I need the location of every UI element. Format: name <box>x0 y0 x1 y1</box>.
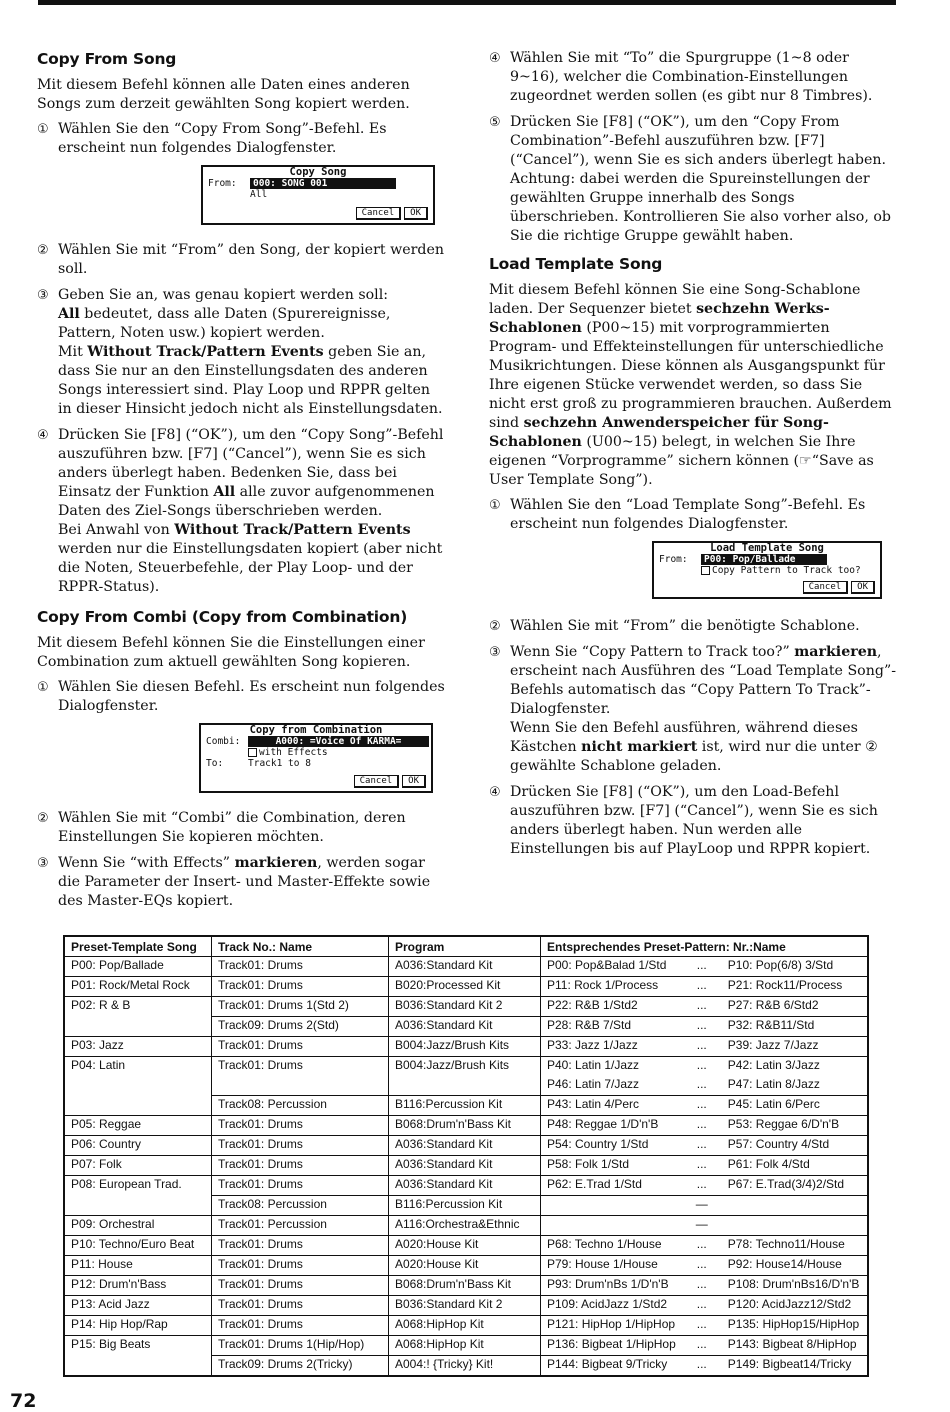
preset-template-table <box>63 935 869 1377</box>
intro-copy-from-combi: Mit diesem Befehl können Sie die Einstellungen einer Combination zum aktuell gewählten Song kopieren. <box>37 635 425 670</box>
table-cell-p1: P33: Jazz 1/Jazz <box>541 1037 676 1057</box>
step-text-rest: alle zuvor aufgenommenen Daten des Ziel-Songs überschrieben werden. <box>58 484 435 519</box>
table-cell-p2: P135: HipHop15/HipHop <box>722 1316 868 1336</box>
table-cell-dots: ... <box>676 1236 722 1256</box>
table-cell-p2: P32: R&B11/Std <box>722 1017 868 1037</box>
table-cell-track: Track01: Drums <box>212 1057 389 1077</box>
table-row <box>64 1116 868 1136</box>
table-cell-track: Track08: Percussion <box>212 1096 389 1116</box>
table-cell-p1: P48: Reggae 1/D'n'B <box>541 1116 676 1136</box>
table-cell-p2: P143: Bigbeat 8/HipHop <box>722 1336 868 1356</box>
step-text: Wählen Sie den “Copy From Song”-Befehl. Es erscheint nun folgendes Dialogfenster. <box>58 121 387 156</box>
step-text-pre: Bei Anwahl von <box>58 522 175 538</box>
step-text <box>510 643 897 719</box>
table-cell-p1: P79: House 1/House <box>541 1256 676 1276</box>
step-number: ② <box>489 619 501 634</box>
step-item <box>37 678 445 716</box>
table-cell-track: Track01: Drums <box>212 1037 389 1057</box>
table-cell-song: P11: House <box>64 1256 212 1276</box>
table-cell-p1: P68: Techno 1/House <box>541 1236 676 1256</box>
column-header: Track No.: Name <box>212 936 389 957</box>
step-text-pre: Wenn Sie “Copy Pattern to Track too?” <box>510 644 795 660</box>
step-number: ① <box>37 680 49 695</box>
dialog-title: Load Template Song <box>710 542 824 554</box>
table-cell-program: B004:Jazz/Brush Kits <box>389 1057 541 1077</box>
table-cell-track: Track01: Drums 1(Std 2) <box>212 997 389 1017</box>
page-number: 72 <box>10 1390 37 1412</box>
checkbox-icon <box>701 566 710 575</box>
table-row <box>64 957 868 977</box>
table-cell-song <box>64 1017 212 1037</box>
copy-combi-dialog <box>199 723 433 793</box>
bold-term: sechzehn Anwenderspeicher für Song-Schablonen <box>489 415 829 450</box>
table-body <box>64 957 868 1377</box>
table-cell-p2: P78: Techno11/House <box>722 1236 868 1256</box>
table-row <box>64 1096 868 1116</box>
column-header: Program <box>389 936 541 957</box>
cancel-button[interactable]: Cancel <box>803 581 849 594</box>
table-cell-dots: ... <box>676 997 722 1017</box>
table-cell-p1: P22: R&B 1/Std2 <box>541 997 676 1017</box>
table-cell-dots: ... <box>676 1356 722 1377</box>
table-cell-p2: P45: Latin 6/Perc <box>722 1096 868 1116</box>
table-cell-dots: ... <box>676 1116 722 1136</box>
table-cell-program: B020:Processed Kit <box>389 977 541 997</box>
table-cell-p2: P53: Reggae 6/D'n'B <box>722 1116 868 1136</box>
step-text <box>58 343 445 419</box>
intro-copy-from-song: Mit diesem Befehl können alle Daten eines anderen Songs zum derzeit gewählten Song kopiert werden. <box>37 77 410 112</box>
table-cell-p1: P109: AcidJazz 1/Std2 <box>541 1296 676 1316</box>
dialog-title: Copy Song <box>289 166 347 178</box>
table-cell-song: P08: European Trad. <box>64 1176 212 1196</box>
table-cell-track <box>212 1076 389 1096</box>
table-cell-song: P12: Drum'n'Bass <box>64 1276 212 1296</box>
intro-load-template-song <box>489 281 897 490</box>
table-cell-song: P06: Country <box>64 1136 212 1156</box>
step-text-rest: , werden sogar die Parameter der Insert- und Master-Effekte sowie des Master-EQs kopiert. <box>58 855 431 909</box>
table-cell-song: P14: Hip Hop/Rap <box>64 1316 212 1336</box>
table-row <box>64 1336 868 1356</box>
step-number: ③ <box>37 856 49 871</box>
step-number: ⑤ <box>489 115 501 130</box>
step-text: Wählen Sie mit “To” die Spurgruppe (1~8 oder 9~16), welcher die Combination-Einstellungen zugeordnet werden sollen (es gibt nur 8 Timbres). <box>510 50 873 104</box>
table-cell-dots: ... <box>696 1077 707 1091</box>
checkbox-icon <box>248 748 257 757</box>
table-cell-track: Track01: Drums <box>212 1136 389 1156</box>
table-cell-track: Track01: Drums <box>212 1156 389 1176</box>
step-number: ④ <box>489 51 501 66</box>
table-cell-song <box>64 1076 212 1096</box>
from-field[interactable]: 000: SONG 001 <box>250 178 396 189</box>
table-cell-track: Track09: Drums 2(Tricky) <box>212 1356 389 1377</box>
table-cell-program: B036:Standard Kit 2 <box>389 1296 541 1316</box>
table-cell-p1: P28: R&B 7/Std <box>541 1017 676 1037</box>
table-row <box>64 1356 868 1377</box>
table-cell-program: A068:HipHop Kit <box>389 1336 541 1356</box>
table-cell-program: B036:Standard Kit 2 <box>389 997 541 1017</box>
left-column <box>37 49 445 918</box>
table-cell-program: A020:House Kit <box>389 1236 541 1256</box>
step-text-rest: werden nur die Einstellungsdaten kopiert (aber nicht die Noten, Steuerbefehle, der Play Loop- und der RPPR-Status). <box>58 541 443 595</box>
step-text-rest: ist, wird nur die unter ② gewählte Schablone geladen. <box>510 739 878 774</box>
table-cell-track: Track09: Drums 2(Std) <box>212 1017 389 1037</box>
ok-button[interactable]: OK <box>404 207 428 220</box>
table-cell-dots: ... <box>676 1336 722 1356</box>
table-cell-program: A116:Orchestra&Ethnic <box>389 1216 541 1236</box>
step-text: Wählen Sie mit “From” die benötigte Schablone. <box>510 618 860 634</box>
bold-term: markieren <box>234 855 318 871</box>
step-text <box>58 521 445 597</box>
intro-text: (U00~15) belegt, in welchen Sie Ihre eigenen “Vorprogramme” sichern können (☞“Save as User Template Song”). <box>489 434 874 488</box>
table-cell-song: P01: Rock/Metal Rock <box>64 977 212 997</box>
step-text-rest: geben Sie an, dass Sie nur an den Einstellungsdaten des anderen Songs interessiert sind. Play Loop und RPPR gelten in dieser Hinsicht jedoch nicht als Einstellungsdaten. <box>58 344 443 417</box>
with-effects-checkbox[interactable] <box>248 747 328 758</box>
step-item <box>489 617 897 636</box>
table-cell-p2: P42: Latin 3/Jazz <box>722 1057 868 1077</box>
cancel-button[interactable]: Cancel <box>356 207 402 220</box>
step-number: ③ <box>37 288 49 303</box>
table-row <box>64 1076 868 1096</box>
table-cell-dots: ... <box>676 957 722 977</box>
table-cell-p2: P61: Folk 4/Std <box>722 1156 868 1176</box>
checkbox-label: with Effects <box>259 747 328 758</box>
table-row <box>64 1236 868 1256</box>
table-row <box>64 1216 868 1236</box>
table-cell-track: Track01: Drums <box>212 1316 389 1336</box>
step-number: ③ <box>489 645 501 660</box>
step-item <box>37 854 445 911</box>
table-cell-dots: ... <box>676 1256 722 1276</box>
table-row <box>64 1296 868 1316</box>
table-cell-p1: P58: Folk 1/Std <box>541 1156 676 1176</box>
table-cell-p2 <box>722 1196 868 1216</box>
step-text: Drücken Sie [F8] (“OK”), um den Load-Befehl auszuführen bzw. [F7] (“Cancel”), wenn Sie es sich anders überlegt haben. Nun werden alle Einstellungen bis auf PlayLoop und RPPR kopiert. <box>510 784 878 857</box>
table-cell-song <box>64 1356 212 1377</box>
table-cell-program: B116:Percussion Kit <box>389 1096 541 1116</box>
load-template-dialog <box>652 541 882 599</box>
step-number: ④ <box>489 785 501 800</box>
heading-copy-from-song: Copy From Song <box>37 50 177 68</box>
table-cell-p1: P00: Pop&Balad 1/Std <box>541 957 676 977</box>
table-cell-program: B068:Drum'n'Bass Kit <box>389 1116 541 1136</box>
table-cell-p1 <box>541 1196 676 1216</box>
step-number: ② <box>37 243 49 258</box>
to-label: To: <box>206 758 224 769</box>
table-cell-p2: P21: Rock11/Process <box>722 977 868 997</box>
table-cell-song <box>64 1196 212 1216</box>
table-row <box>64 1316 868 1336</box>
step-text-rest: bedeutet, dass alle Daten (Spurereignisse, Pattern, Noten usw.) kopiert werden. <box>58 306 391 341</box>
table-cell-song: P00: Pop/Ballade <box>64 957 212 977</box>
table-cell-dots: ... <box>676 1296 722 1316</box>
step-item <box>37 426 445 597</box>
table-cell-p2: P39: Jazz 7/Jazz <box>722 1037 868 1057</box>
table-cell-p2: P10: Pop(6/8) 3/Std <box>722 957 868 977</box>
table-row <box>64 1256 868 1276</box>
table-row <box>64 1176 868 1196</box>
ok-button[interactable]: OK <box>402 775 426 788</box>
table-cell-song: P05: Reggae <box>64 1116 212 1136</box>
table-cell-track: Track01: Drums <box>212 1256 389 1276</box>
table-cell-track: Track08: Percussion <box>212 1196 389 1216</box>
step-text-rest: , erscheint nach Ausführen des “Load Template Song”-Befehls automatisch das “Copy Pattern To Track”-Dialogfenster. <box>510 644 896 717</box>
step-item <box>489 643 897 776</box>
table-cell-dots: ... <box>676 1316 722 1336</box>
bold-term: nicht markiert <box>581 739 698 755</box>
table-cell-dots: — <box>676 1196 722 1216</box>
table-cell-program: A036:Standard Kit <box>389 1156 541 1176</box>
bold-term: Without Track/Pattern Events <box>174 522 411 538</box>
table-row <box>64 1017 868 1037</box>
table-cell-program <box>389 1076 541 1096</box>
table-cell-dots: ... <box>676 1136 722 1156</box>
to-field[interactable]: Track1 to 8 <box>248 758 311 769</box>
table-cell-song: P10: Techno/Euro Beat <box>64 1236 212 1256</box>
step-item <box>37 809 445 847</box>
table-cell-track: Track01: Drums <box>212 977 389 997</box>
table-cell-song: P04: Latin <box>64 1057 212 1077</box>
table-cell-dots: ... <box>676 1017 722 1037</box>
table-row <box>64 1196 868 1216</box>
table-row <box>64 1276 868 1296</box>
table-cell-program: B004:Jazz/Brush Kits <box>389 1037 541 1057</box>
table-cell-track: Track01: Drums <box>212 1236 389 1256</box>
from-label: From: <box>208 178 237 189</box>
table-cell-program: A004:! {Tricky} Kit! <box>389 1356 541 1377</box>
table-cell-p1 <box>541 1216 676 1236</box>
step-text: Wählen Sie den “Load Template Song”-Befehl. Es erscheint nun folgendes Dialogfenster. <box>510 497 866 532</box>
step-text <box>58 426 445 521</box>
table-cell-track: Track01: Drums <box>212 1296 389 1316</box>
step-text-pre: Drücken Sie [F8] (“OK”), um den “Copy Song”-Befehl auszuführen bzw. [F7] (“Cancel”), wenn Sie es sich anders überlegt haben. Bedenken Sie, dass bei Einsatz der Funktion <box>58 427 444 500</box>
table-cell-program: A036:Standard Kit <box>389 957 541 977</box>
copy-song-dialog <box>201 165 435 225</box>
step-text: Wählen Sie mit “Combi” die Combination, deren Einstellungen Sie kopieren möchten. <box>58 810 406 845</box>
table-row <box>64 997 868 1017</box>
column-header: Entsprechendes Preset-Pattern: Nr.:Name <box>541 936 869 957</box>
dialog-title: Copy from Combination <box>249 724 383 736</box>
combi-field[interactable]: A000: =Voice Of KARMA= <box>248 736 429 747</box>
table-cell-p2: P27: R&B 6/Std2 <box>722 997 868 1017</box>
top-rule <box>38 0 896 5</box>
table-cell-dots: ... <box>676 1057 722 1077</box>
table-cell-dots: ... <box>676 1276 722 1296</box>
table-cell-dots: ... <box>676 1176 722 1196</box>
table-cell-p1: P40: Latin 1/Jazz <box>541 1057 676 1077</box>
table-cell-track: Track01: Drums <box>212 1116 389 1136</box>
bold-term: markieren <box>794 644 878 660</box>
table-cell-p2: P108: Drum'nBs16/D'n'B <box>722 1276 868 1296</box>
table-cell-song: P13: Acid Jazz <box>64 1296 212 1316</box>
step-text: Drücken Sie [F8] (“OK”), um den “Copy From Combination”-Befehl auszuführen bzw. [F7] (“Cancel”), wenn Sie es sich anders überlegt haben. Achtung: dabei werden die Spureinstellungen der gewählten Gruppe innerhalb des Songs überschrieben. Kontrollieren Sie also vorher also, ob Sie die richtige Gruppe gewählt haben. <box>510 114 891 244</box>
table-cell-track: Track01: Drums <box>212 1276 389 1296</box>
table-cell-program: A036:Standard Kit <box>389 1136 541 1156</box>
table-cell-p1: P54: Country 1/Std <box>541 1136 676 1156</box>
table-cell-p1: P11: Rock 1/Process <box>541 977 676 997</box>
table-cell-p2 <box>722 1216 868 1236</box>
step-text: Wählen Sie mit “From” den Song, der kopiert werden soll. <box>58 242 445 277</box>
from-field[interactable]: P00: Pop/Ballade <box>701 554 827 565</box>
step-text <box>58 854 445 911</box>
table-cell-track: Track01: Percussion <box>212 1216 389 1236</box>
step-text <box>510 719 897 776</box>
bold-term: All <box>213 484 236 500</box>
step-text: Geben Sie an, was genau kopiert werden soll: <box>58 287 389 303</box>
table-cell-dots: — <box>676 1216 722 1236</box>
bold-term: sechzehn Werks-Schablonen <box>489 301 830 336</box>
intro-text: Mit diesem Befehl können Sie eine Song-Schablone laden. Der Sequenzer bietet <box>489 282 861 317</box>
heading-load-template-song: Load Template Song <box>489 255 663 273</box>
table-cell-p1: P136: Bigbeat 1/HipHop <box>541 1336 676 1356</box>
intro-text: (P00~15) mit vorprogrammierten Program- und Effekteinstellungen für unterschiedliche Musikrichtungen. Diese können als Ausgangspunkt für Ihre eigenen Stücke verwendet werden, so dass Sie nicht erst groß zu programmieren brauchen. Außerdem sind <box>489 320 892 431</box>
table-cell-p2: P57: Country 4/Std <box>722 1136 868 1156</box>
table-cell-program: A036:Standard Kit <box>389 1176 541 1196</box>
step-item <box>489 113 897 246</box>
table-cell-program: B068:Drum'n'Bass Kit <box>389 1276 541 1296</box>
combi-label: Combi: <box>206 736 241 747</box>
table-cell-dots: ... <box>676 1037 722 1057</box>
step-item <box>489 783 897 859</box>
step-text: Wählen Sie diesen Befehl. Es erscheint nun folgendes Dialogfenster. <box>58 679 445 714</box>
step-text <box>58 305 445 343</box>
table-cell-song: P07: Folk <box>64 1156 212 1176</box>
step-text-pre: Wenn Sie den Befehl ausführen, während dieses Kästchen <box>510 720 858 755</box>
table-cell-program: A036:Standard Kit <box>389 1017 541 1037</box>
table-cell-song: P09: Orchestral <box>64 1216 212 1236</box>
step-text-pre: Mit <box>58 344 88 360</box>
table-cell-track: Track01: Drums <box>212 957 389 977</box>
step-number: ④ <box>37 428 49 443</box>
table-cell-program: A020:House Kit <box>389 1256 541 1276</box>
step-item <box>37 120 445 158</box>
right-column <box>489 49 897 866</box>
table-cell-p1: P144: Bigbeat 9/Tricky <box>541 1356 676 1377</box>
table-row <box>64 1136 868 1156</box>
table-cell-p2: P67: E.Trad(3/4)2/Std <box>722 1176 868 1196</box>
table-cell-p1: P62: E.Trad 1/Std <box>541 1176 676 1196</box>
step-text-pre: Wenn Sie “with Effects” <box>58 855 235 871</box>
table-cell-program: B116:Percussion Kit <box>389 1196 541 1216</box>
bold-term: All <box>58 306 80 322</box>
option-all[interactable]: All <box>250 189 268 200</box>
table-row <box>64 1057 868 1077</box>
table-cell-p2: P120: AcidJazz12/Std2 <box>722 1296 868 1316</box>
table-cell-p2: P149: Bigbeat14/Tricky <box>722 1356 868 1377</box>
bold-term: Without Track/Pattern Events <box>87 344 324 360</box>
table-cell-p2: P92: House14/House <box>722 1256 868 1276</box>
table-cell-program: A068:HipHop Kit <box>389 1316 541 1336</box>
table-cell-p1: P46: Latin 7/Jazz <box>541 1076 676 1096</box>
table-cell-song: P02: R & B <box>64 997 212 1017</box>
table-cell-p1: P121: HipHop 1/HipHop <box>541 1316 676 1336</box>
table-cell-dots: ... <box>676 1156 722 1176</box>
table-cell-p1: P43: Latin 4/Perc <box>541 1096 676 1116</box>
from-label: From: <box>659 554 688 565</box>
heading-copy-from-combi: Copy From Combi (Copy from Combination) <box>37 608 408 626</box>
table-cell-dots: ... <box>676 977 722 997</box>
table-cell-p2: P47: Latin 8/Jazz <box>727 1077 820 1091</box>
table-cell-track: Track01: Drums 1(Hip/Hop) <box>212 1336 389 1356</box>
table-header-row <box>64 936 868 957</box>
step-item <box>37 286 445 419</box>
table-row <box>64 977 868 997</box>
table-cell-dots: ... <box>676 1096 722 1116</box>
table-cell-song <box>64 1096 212 1116</box>
column-header: Preset-Template Song <box>64 936 212 957</box>
table-cell-song: P03: Jazz <box>64 1037 212 1057</box>
table-row <box>64 1037 868 1057</box>
table-cell-track: Track01: Drums <box>212 1176 389 1196</box>
table-cell-song: P15: Big Beats <box>64 1336 212 1356</box>
table-cell-p1: P93: Drum'nBs 1/D'n'B <box>541 1276 676 1296</box>
step-number: ② <box>37 811 49 826</box>
step-item <box>37 241 445 279</box>
checkbox-label: Copy Pattern to Track too? <box>712 565 861 576</box>
step-number: ① <box>489 498 501 513</box>
step-number: ① <box>37 122 49 137</box>
step-item <box>489 496 897 534</box>
copy-pattern-checkbox[interactable] <box>701 565 861 576</box>
ok-button[interactable]: OK <box>851 581 875 594</box>
table-row <box>64 1156 868 1176</box>
cancel-button[interactable]: Cancel <box>354 775 400 788</box>
step-item <box>489 49 897 106</box>
